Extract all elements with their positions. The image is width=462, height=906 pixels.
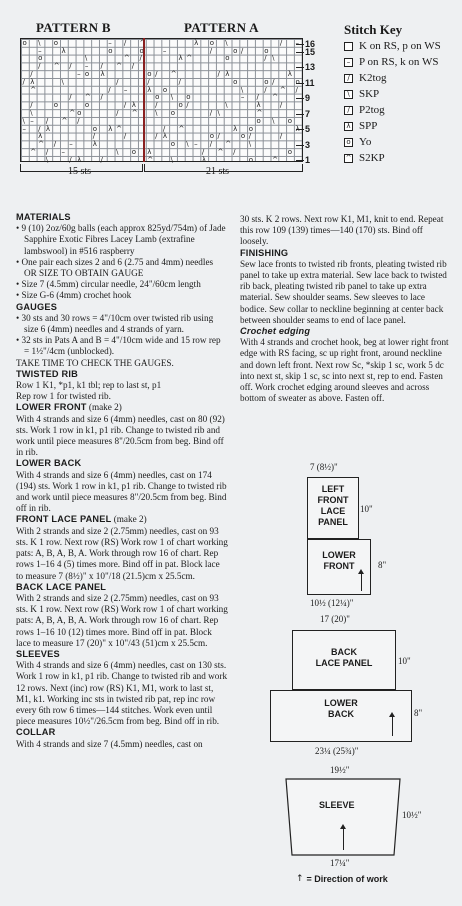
sleeve-label: SLEEVE [319, 800, 355, 810]
purl-slant-icon: / [344, 106, 353, 115]
chart-stitch-glyph: o [233, 46, 238, 55]
chart-stitch-glyph: o [240, 132, 246, 141]
chart-stitch-glyph: / [38, 62, 41, 71]
chart-stitch-glyph: λ [233, 124, 238, 133]
row-number: 9 [305, 93, 311, 103]
chart-stitch-glyph: / [100, 155, 103, 164]
chart-stitch-glyph: / [209, 109, 213, 117]
chart-stitch-glyph: o [108, 46, 113, 55]
chart-stitch-glyph: λ [147, 85, 152, 94]
materials-item: • Size 7 (4.5mm) circular needle, 24"/60cm length [16, 279, 201, 290]
collar-body-continued: 30 sts. K 2 rows. Next row K1, M1, knit to end. Repeat this row 109 (139) times—140 (170) sts. Bind off loosely. [240, 214, 444, 247]
left-slant-icon: \ [344, 90, 353, 99]
chart-stitch-glyph: o [264, 77, 269, 86]
chart-stitch-glyph: / [279, 132, 283, 141]
chart-stitch-glyph: λ [147, 148, 152, 156]
row-number: 15 [305, 47, 316, 57]
chart-stitch-glyph: – [240, 93, 245, 102]
chart-stitch-glyph: \ [240, 85, 244, 94]
lower-front-height: 8" [378, 560, 387, 570]
chart-stitch-glyph: \ [248, 140, 252, 149]
chart-stitch-glyph: o [170, 140, 175, 149]
chart-stitch-glyph: o [77, 109, 82, 117]
chart-stitch-glyph: o [178, 101, 183, 110]
chart-stitch-glyph: ^ [186, 54, 193, 63]
chart-stitch-glyph: / [123, 101, 127, 110]
chart-stitch-glyph: ^ [131, 109, 138, 117]
lower-front-panel: LOWER FRONT [307, 539, 371, 595]
back-lace-heading: BACK LACE PANEL [16, 581, 107, 592]
chart-stitch-glyph: / [217, 132, 220, 141]
chart-stitch-glyph: / [77, 116, 80, 125]
direction-legend [296, 874, 388, 884]
chart-stitch-glyph: ^ [30, 85, 37, 94]
chart-stitch-glyph: λ [131, 101, 136, 110]
lower-front-heading: LOWER FRONT [16, 402, 87, 413]
chart-stitch-glyph: / [155, 70, 158, 78]
chart-stitch-glyph: λ [162, 132, 168, 141]
chart-stitch-glyph: – [108, 38, 112, 47]
chart-stitch-glyph: / [116, 77, 119, 86]
chart-stitch-glyph: / [38, 124, 41, 133]
chart-stitch-glyph: / [69, 93, 72, 102]
chart-stitch-glyph: / [69, 62, 72, 71]
crochet-body: With 4 strands and crochet hook, beg at lower right front edge with RS facing, sc up right front, around neckline and down left front. Next row Sc, *skip 1 sc, work 5 dc into next st, skip 1 sc, sc into next st, rep to end. Fasten off. Work crochet edging around sleeves and across bottom of sweater as above. Fasten off. [240, 337, 449, 404]
chart-stitch-glyph: / [123, 132, 127, 141]
yarn-over-icon: o [344, 138, 353, 147]
chart-stitch-glyph: λ [194, 38, 199, 47]
chart-stitch-glyph: \ [61, 77, 64, 86]
chart-stitch-glyph: / [233, 148, 236, 156]
chart-stitch-glyph: – [30, 116, 34, 125]
chart-stitch-glyph: / [108, 85, 111, 94]
stitch-key-title: Stitch Key [344, 22, 403, 37]
chart-stitch-glyph: λ [38, 132, 43, 141]
chart-stitch-glyph: / [45, 148, 49, 156]
chart-stitch-glyph: o [264, 46, 269, 55]
row-number: 16 [305, 39, 316, 49]
blank-square-icon [344, 42, 353, 51]
front-lace-heading: FRONT LACE PANEL [16, 514, 112, 525]
chart-stitch-glyph: / [272, 77, 275, 86]
chart-stitch-glyph: ^ [123, 54, 130, 63]
key-item: λ SPP [344, 120, 377, 132]
chart-stitch-glyph: \ [272, 54, 275, 63]
lower-front-make: (make 2) [88, 402, 122, 413]
chart-stitch-glyph: – [77, 70, 81, 78]
lower-back-height: 8" [414, 708, 423, 718]
chart-stitch-glyph: o [209, 38, 214, 47]
key-item: – P on RS, k on WS [344, 56, 438, 68]
chart-stitch-glyph: o [22, 38, 27, 47]
chart-stitch-glyph: o [131, 148, 136, 156]
chart-stitch-glyph: λ [295, 124, 300, 133]
chart-stitch-glyph: / [279, 38, 283, 47]
chart-stitch-glyph: / [147, 77, 150, 86]
chart-stitch-glyph: o [38, 54, 43, 63]
lower-back-label: LOWER BACK [324, 698, 358, 719]
chart-stitch-glyph: o [295, 77, 300, 86]
chart-stitch-glyph: ^ [178, 124, 185, 133]
row-number: 11 [305, 78, 315, 88]
chart-stitch-glyph: / [100, 62, 103, 71]
twisted-rib-row1: Row 1 K1, *p1, k1 tbl; rep to last st, p1 [16, 380, 162, 391]
chart-stitch-glyph: / [131, 62, 135, 71]
chart-stitch-glyph: o [84, 70, 90, 78]
chart-stitch-glyph: λ [77, 155, 82, 164]
front-top-width: 7 (8½)" [310, 462, 338, 472]
chart-stitch-glyph: o [287, 148, 292, 156]
chart-stitch-glyph: o [186, 93, 191, 102]
row-number: 5 [305, 124, 311, 134]
chart-stitch-glyph: o [170, 109, 175, 117]
row-number: 13 [305, 62, 316, 72]
chart-stitch-glyph: \ [155, 109, 158, 117]
row-number: 3 [305, 140, 311, 150]
chart-stitch-glyph: ^ [217, 148, 224, 156]
chart-stitch-glyph: o [248, 124, 253, 133]
gauges-item: • 30 sts and 30 rows = 4"/10cm over twisted rib using size 6 (4mm) needles and 4 strands of yarn. [16, 312, 214, 335]
key-item: ^ S2KP [345, 152, 385, 164]
lower-front-body: With 4 strands and size 6 (4mm) needles, cast on 80 (92) sts. Work 1 row in k1, p1 rib. Change to twisted rib and work until piece measures 8"/20.5cm from beg. Bind off in rib. [16, 413, 225, 458]
pattern-a-label: PATTERN A [184, 20, 259, 35]
chart-stitch-glyph: ^ [147, 155, 154, 164]
chart-stitch-glyph: / [45, 116, 49, 125]
chart-stitch-glyph: / [240, 46, 244, 55]
sleeve-bottom-width: 17¼" [330, 858, 350, 868]
sleeve-top-width: 19½" [330, 765, 350, 775]
key-item: K on RS, p on WS [344, 40, 441, 52]
chart-stitch-glyph: / [162, 124, 166, 133]
chart-stitch-glyph: / [264, 85, 267, 94]
chart-stitch-glyph: / [178, 77, 181, 86]
pattern-divider [143, 38, 145, 162]
chart-stitch-glyph: o [139, 46, 144, 55]
key-item: \ SKP [344, 88, 379, 100]
chart-stitch-glyph: / [264, 54, 267, 63]
back-bottom-width: 23¼ (25¾)" [315, 746, 359, 756]
chart-stitch-glyph: o [287, 116, 292, 125]
arrow-up-icon [343, 828, 344, 850]
chart-stitch-glyph: – [69, 140, 73, 149]
gauges-heading: GAUGES [16, 301, 58, 312]
twisted-rib-rep: Rep row 1 for twisted rib. [16, 391, 111, 402]
row-number: 7 [305, 109, 311, 119]
chart-stitch-glyph: o [155, 93, 160, 102]
chart-stitch-glyph: ^ [170, 70, 177, 78]
chart-stitch-glyph: λ [256, 101, 261, 110]
pattern-b-label: PATTERN B [36, 20, 111, 35]
chart-stitch-glyph: / [69, 155, 72, 164]
chart-stitch-glyph: o [233, 77, 238, 86]
sleeve-height: 10½" [402, 810, 422, 820]
materials-item: • One pair each sizes 2 and 6 (2.75 and 4mm) needles OR SIZE TO OBTAIN GAUGE [16, 256, 214, 279]
chart-stitch-glyph: ^ [256, 109, 263, 117]
chart-stitch-glyph: – [295, 38, 299, 47]
chart-stitch-glyph: o [92, 124, 97, 133]
chart-stitch-glyph: ^ [116, 62, 122, 71]
instructions-left-column [16, 212, 228, 750]
collar-body: With 4 strands and size 7 (4.5mm) needles, cast on [16, 738, 203, 749]
chart-stitch-glyph: \ [225, 101, 228, 110]
chart-stitch-glyph: / [248, 132, 252, 141]
chart-stitch-glyph: / [155, 101, 158, 110]
chart-stitch-glyph: ^ [53, 62, 60, 71]
arrow-up-icon: ↑ [296, 874, 304, 884]
chart-stitch-glyph: / [123, 38, 127, 47]
sleeves-heading: SLEEVES [16, 648, 60, 659]
chart-stitch-glyph: / [22, 77, 25, 86]
chart-stitch-glyph: ^ [61, 116, 68, 125]
chart-stitch-glyph: / [209, 140, 213, 149]
chart-stitch-glyph: \ [38, 38, 41, 47]
gauges-note: TAKE TIME TO CHECK THE GAUGES. [16, 357, 174, 368]
chart-stitch-glyph: – [84, 62, 89, 71]
lambda-icon: λ [344, 122, 353, 131]
chart-stitch-glyph: \ [45, 155, 49, 164]
chart-stitch-glyph: o [53, 101, 58, 110]
chart-stitch-glyph: λ [225, 70, 230, 78]
chart-stitch-glyph: / [279, 101, 283, 110]
key-item: o Yo [344, 136, 371, 148]
dash-icon: – [344, 58, 353, 67]
finishing-body: Sew lace fronts to twisted rib fronts, pleating twisted rib panel to take up extra material. Sew lace back to twisted rib back, pleating twisted rib panel to take up extra material. Sew shoulder seams. Sew sleeves to lace bodice. Sew collar to neckline beginning at center back between shoulder seams to end of lace panel. [240, 258, 447, 325]
back-lace-body: With 2 strands and size 2 (2.75mm) needles, cast on 93 sts. K 1 row. Next row (RS) Work row 1 of chart working pats: A, B, A, B, A. Work through row 16 of chart. Rep rows 1–16 10 (12) times more. Bind off in pat. Block lace to measure 17 (20)" x 10"/43 (51)cm x 25.5cm. [16, 592, 228, 648]
chart-stitch-glyph: / [53, 140, 57, 149]
chart-stitch-glyph: λ [178, 54, 183, 63]
arrow-up-icon [361, 573, 362, 591]
gauges-item: • 32 sts in Pats A and B = 4"/10cm wide and 15 row rep = 1½"/4cm (unblocked). [16, 335, 221, 357]
chart-stitch-glyph: \ [84, 54, 88, 63]
chart-stitch-glyph: λ [287, 70, 292, 78]
row-number: 1 [305, 155, 311, 165]
chart-stitch-glyph: λ [100, 70, 105, 78]
chart-stitch-glyph: / [155, 132, 158, 141]
chart-stitch-glyph: λ [108, 124, 113, 133]
chart-stitch-glyph: \ [116, 148, 119, 156]
chart-stitch-glyph: – [38, 46, 42, 55]
front-bottom-width: 10½ (12¼)" [310, 598, 354, 608]
chart-stitch-glyph: / [295, 85, 298, 94]
materials-item: • Size G-6 (4mm) crochet hook [16, 290, 132, 301]
chart-stitch-glyph: λ [30, 77, 35, 86]
chart-stitch-glyph: / [116, 109, 119, 117]
key-item: / K2tog [344, 72, 387, 84]
chart-stitch-glyph: \ [217, 109, 220, 117]
chart-stitch-glyph: λ [61, 46, 66, 55]
materials-item: • 9 (10) 2oz/60g balls (each approx 825yd/754m) of Jade Sapphire Exotic Fibres Lacey Lamb (extrafine lambswool) in #516 raspberry [16, 223, 226, 256]
chart-stitch-glyph: / [100, 93, 103, 102]
arrow-up-icon [392, 716, 393, 736]
chart-stitch-glyph: – [162, 46, 167, 55]
chart-stitch-glyph: o [147, 70, 152, 78]
chart-stitch-glyph: o [209, 132, 214, 141]
lower-back-body: With 4 strands and size 6 (4mm) needles, cast on 174 (194) sts. Work 1 row in k1, p1 rib. Change to twisted rib and work until piece measures 8"/20.5cm from beg. Bind off in rib. [16, 469, 227, 514]
chart-stitch-glyph: o [225, 54, 230, 63]
left-front-lace-panel: LEFT FRONT LACE PANEL [307, 477, 359, 539]
collar-heading: COLLAR [16, 727, 56, 738]
chart-stitch-glyph: λ [45, 124, 51, 133]
chart-stitch-glyph: / [30, 70, 33, 78]
chart-stitch-glyph: ^ [272, 155, 278, 164]
chart-stitch-glyph: / [209, 46, 213, 55]
chart-stitch-glyph: ^ [38, 140, 44, 149]
chart-stitch-glyph: ^ [279, 85, 286, 94]
chart-stitch-glyph: / [139, 54, 142, 63]
chart-stitch-glyph: \ [22, 116, 25, 125]
crochet-heading: Crochet edging [240, 326, 311, 337]
chart-stitch-glyph: / [186, 101, 189, 110]
back-lace-height: 10" [398, 656, 411, 666]
chart-stitch-glyph: / [217, 70, 220, 78]
pattern-b-sts: 15 sts [68, 166, 92, 177]
front-lace-make: (make 2) [113, 514, 147, 525]
chart-stitch-glyph: ^ [225, 140, 232, 149]
chart-stitch-glyph: – [61, 148, 65, 156]
sleeves-body: With 4 strands and size 6 (4mm) needles, cast on 130 sts. Work 1 row in k1, p1 rib. Change to twisted rib and work 12 rows. Next (inc) row (RS) K1, M1, work to last st, M1, k1. Working inc sts in twisted rib pat, rep inc row every 6th row 6 times—144 stitches. Work even until piece measures 10½"/26.5cm from beg. Bind off in rib. [16, 660, 228, 727]
key-item: / P2tog [344, 104, 385, 116]
chart-stitch-glyph: o [53, 38, 58, 47]
right-slant-icon: / [344, 74, 353, 83]
pattern-a-sts: 21 sts [206, 166, 230, 177]
front-lace-height: 10" [360, 504, 373, 514]
chart-stitch-glyph: ^ [272, 93, 278, 102]
back-top-width: 17 (20)" [320, 614, 350, 624]
chart-stitch-glyph: / [30, 101, 33, 110]
chart-stitch-glyph: o [84, 101, 90, 110]
chart-stitch-glyph: ^ [69, 109, 76, 117]
caret-icon: ^ [345, 153, 352, 162]
chart-stitch-glyph: – [194, 140, 198, 149]
chart-stitch-glyph: \ [30, 109, 33, 117]
chart-stitch-glyph: \ [170, 93, 174, 102]
direction-note: = Direction of work [306, 874, 388, 884]
lace-chart [20, 38, 303, 162]
chart-stitch-glyph: o [248, 155, 253, 164]
chart-stitch-glyph: – [123, 85, 128, 94]
chart-stitch-glyph: \ [170, 155, 174, 164]
lower-back-heading: LOWER BACK [16, 458, 82, 469]
chart-stitch-glyph: \ [186, 140, 189, 149]
chart-stitch-glyph: λ [92, 140, 97, 149]
chart-stitch-glyph: – [22, 124, 26, 133]
chart-stitch-glyph: / [92, 132, 96, 141]
chart-stitch-glyph: o [256, 116, 261, 125]
chart-stitch-glyph: ^ [30, 148, 37, 156]
back-lace-panel: BACK LACE PANEL [292, 630, 396, 690]
instructions-right-column [240, 214, 452, 404]
chart-stitch-glyph: o [162, 85, 168, 94]
chart-stitch-glyph: / [256, 93, 259, 102]
materials-heading: MATERIALS [16, 212, 71, 222]
chart-stitch-glyph: / [201, 148, 205, 156]
front-lace-body: With 2 strands and size 2 (2.75mm) needles, cast on 93 sts. K 1 row. Next row (RS) Work row 1 of chart working pats: A, B, A, B, A. Work through row 16 of chart. Rep rows 1–16 4 (5) times more. Bind off in pat. Block lace to measure 7 (8½)" x 10"/18 (21.5)cm x 25.5cm. [16, 525, 228, 581]
chart-stitch-glyph: \ [272, 116, 275, 125]
chart-stitch-glyph: ^ [116, 124, 122, 133]
finishing-heading: FINISHING [240, 247, 289, 258]
twisted-rib-heading: TWISTED RIB [16, 368, 78, 379]
chart-stitch-glyph: λ [201, 155, 207, 164]
chart-stitch-glyph: \ [225, 38, 228, 47]
chart-stitch-glyph: ^ [139, 38, 146, 47]
chart-stitch-glyph: ^ [84, 93, 91, 102]
